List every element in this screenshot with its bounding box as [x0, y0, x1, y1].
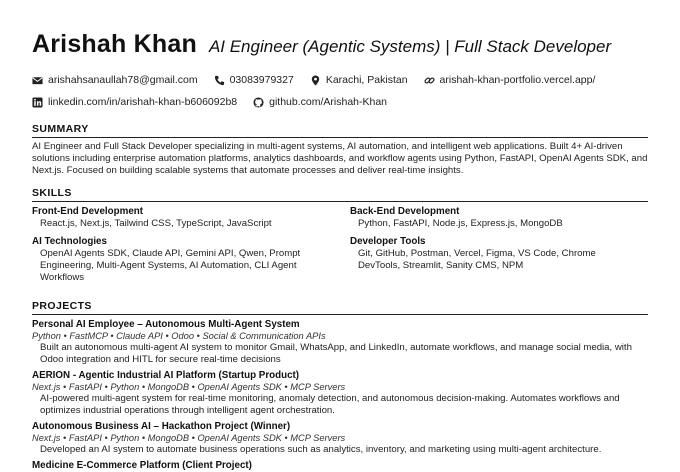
portfolio-text: arishah-khan-portfolio.vercel.app/ — [439, 74, 596, 86]
email-contact[interactable] — [32, 74, 198, 86]
github-contact[interactable] — [253, 96, 387, 108]
github-text: github.com/Arishah-Khan — [269, 96, 388, 108]
skill-group-ai — [32, 236, 350, 284]
skill-group-title: Back-End Development — [350, 206, 460, 217]
phone-text: 03083979327 — [229, 74, 294, 86]
location-text: Karachi, Pakistan — [325, 74, 408, 86]
project-title: AERION - Agentic Industrial AI Platform (Startup Product) — [32, 370, 300, 381]
resume-header — [32, 30, 648, 59]
project-description: AI-powered multi-agent system for real-time monitoring, anomaly detection, and autonomous decision-making. Automates workflows and optimizes industrial operations through intelligent agent orchestration. — [40, 393, 620, 416]
skills-grid — [32, 206, 648, 290]
envelope-icon — [32, 75, 43, 86]
summary-heading: SUMMARY — [32, 123, 648, 138]
linkedin-text: linkedin.com/in/arishah-khan-b606092b8 — [48, 96, 238, 108]
project-item — [32, 319, 648, 366]
skill-group-tools — [350, 236, 648, 284]
skill-group-items: Git, GitHub, Postman, Vercel, Figma, VS Code, Chrome DevTools, Streamlit, Sanity CMS, NPM — [358, 248, 596, 271]
skill-group-frontend — [32, 206, 350, 230]
resume-page — [32, 30, 648, 472]
project-title: Medicine E-Commerce Platform (Client Project) — [32, 460, 252, 471]
location-pin-icon — [310, 75, 321, 86]
project-title: Personal AI Employee – Autonomous Multi-Agent System — [32, 319, 300, 330]
portfolio-contact[interactable] — [424, 74, 596, 86]
contact-row-1 — [32, 69, 648, 91]
project-tech-stack: Python • FastMCP • Claude API • Odoo • Social & Communication APIs — [32, 331, 326, 341]
summary-text: AI Engineer and Full Stack Developer specializing in multi-agent systems, AI automation, and intelligent web applications. Built 4+ AI-driven solutions including enterprise automation platforms, analytics dashboards, and workflow agents using Python, FastAPI, OpenAI Agents SDK, and Next.js. Focused on building scalable systems that automate processes and deliver real-time insights. — [32, 141, 648, 176]
skill-group-title: Developer Tools — [350, 236, 426, 247]
skill-group-title: Front-End Development — [32, 206, 144, 217]
skill-group-title: AI Technologies — [32, 236, 107, 247]
project-description: Developed an AI system to automate business operations such as analytics, inventory, and marketing using multi-agent architecture. — [40, 444, 602, 455]
projects-heading: PROJECTS — [32, 300, 648, 315]
candidate-role: AI Engineer (Agentic Systems) | Full Stack Developer — [208, 37, 612, 56]
email-text: arishahsanaullah78@gmail.com — [48, 74, 198, 86]
project-title: Autonomous Business AI – Hackathon Project (Winner) — [32, 421, 291, 432]
project-tech-stack: Next.js • FastAPI • Python • MongoDB • OpenAI Agents SDK • MCP Servers — [32, 382, 346, 392]
candidate-name: Arishah Khan — [32, 30, 197, 58]
project-description: Built an autonomous multi-agent AI system to monitor Gmail, WhatsApp, and LinkedIn, automate workflows, and manage social media, with Odoo integration and HITL for secure real-time decisions — [40, 342, 632, 365]
project-item — [32, 370, 648, 417]
skill-group-items: Python, FastAPI, Node.js, Express.js, MongoDB — [358, 218, 563, 229]
contact-info — [32, 69, 648, 113]
linkedin-icon — [32, 97, 43, 108]
skill-group-items: React.js, Next.js, Tailwind CSS, TypeScript, JavaScript — [40, 218, 272, 229]
project-tech-stack: Next.js • FastAPI • Python • MongoDB • OpenAI Agents SDK • MCP Servers — [32, 433, 346, 443]
skill-group-items: OpenAI Agents SDK, Claude API, Gemini API, Qwen, Prompt Engineering, Multi-Agent Systems, AI Automation, CLI Agent Workflows — [40, 248, 301, 283]
link-icon — [424, 75, 435, 86]
skill-group-backend — [350, 206, 648, 230]
project-item — [32, 460, 648, 472]
contact-row-2 — [32, 91, 648, 113]
github-icon — [253, 97, 264, 108]
linkedin-contact[interactable] — [32, 96, 237, 108]
project-item — [32, 421, 648, 456]
phone-icon — [214, 75, 225, 86]
location-contact — [310, 74, 408, 86]
skills-heading: SKILLS — [32, 187, 648, 202]
phone-contact[interactable] — [214, 74, 294, 86]
